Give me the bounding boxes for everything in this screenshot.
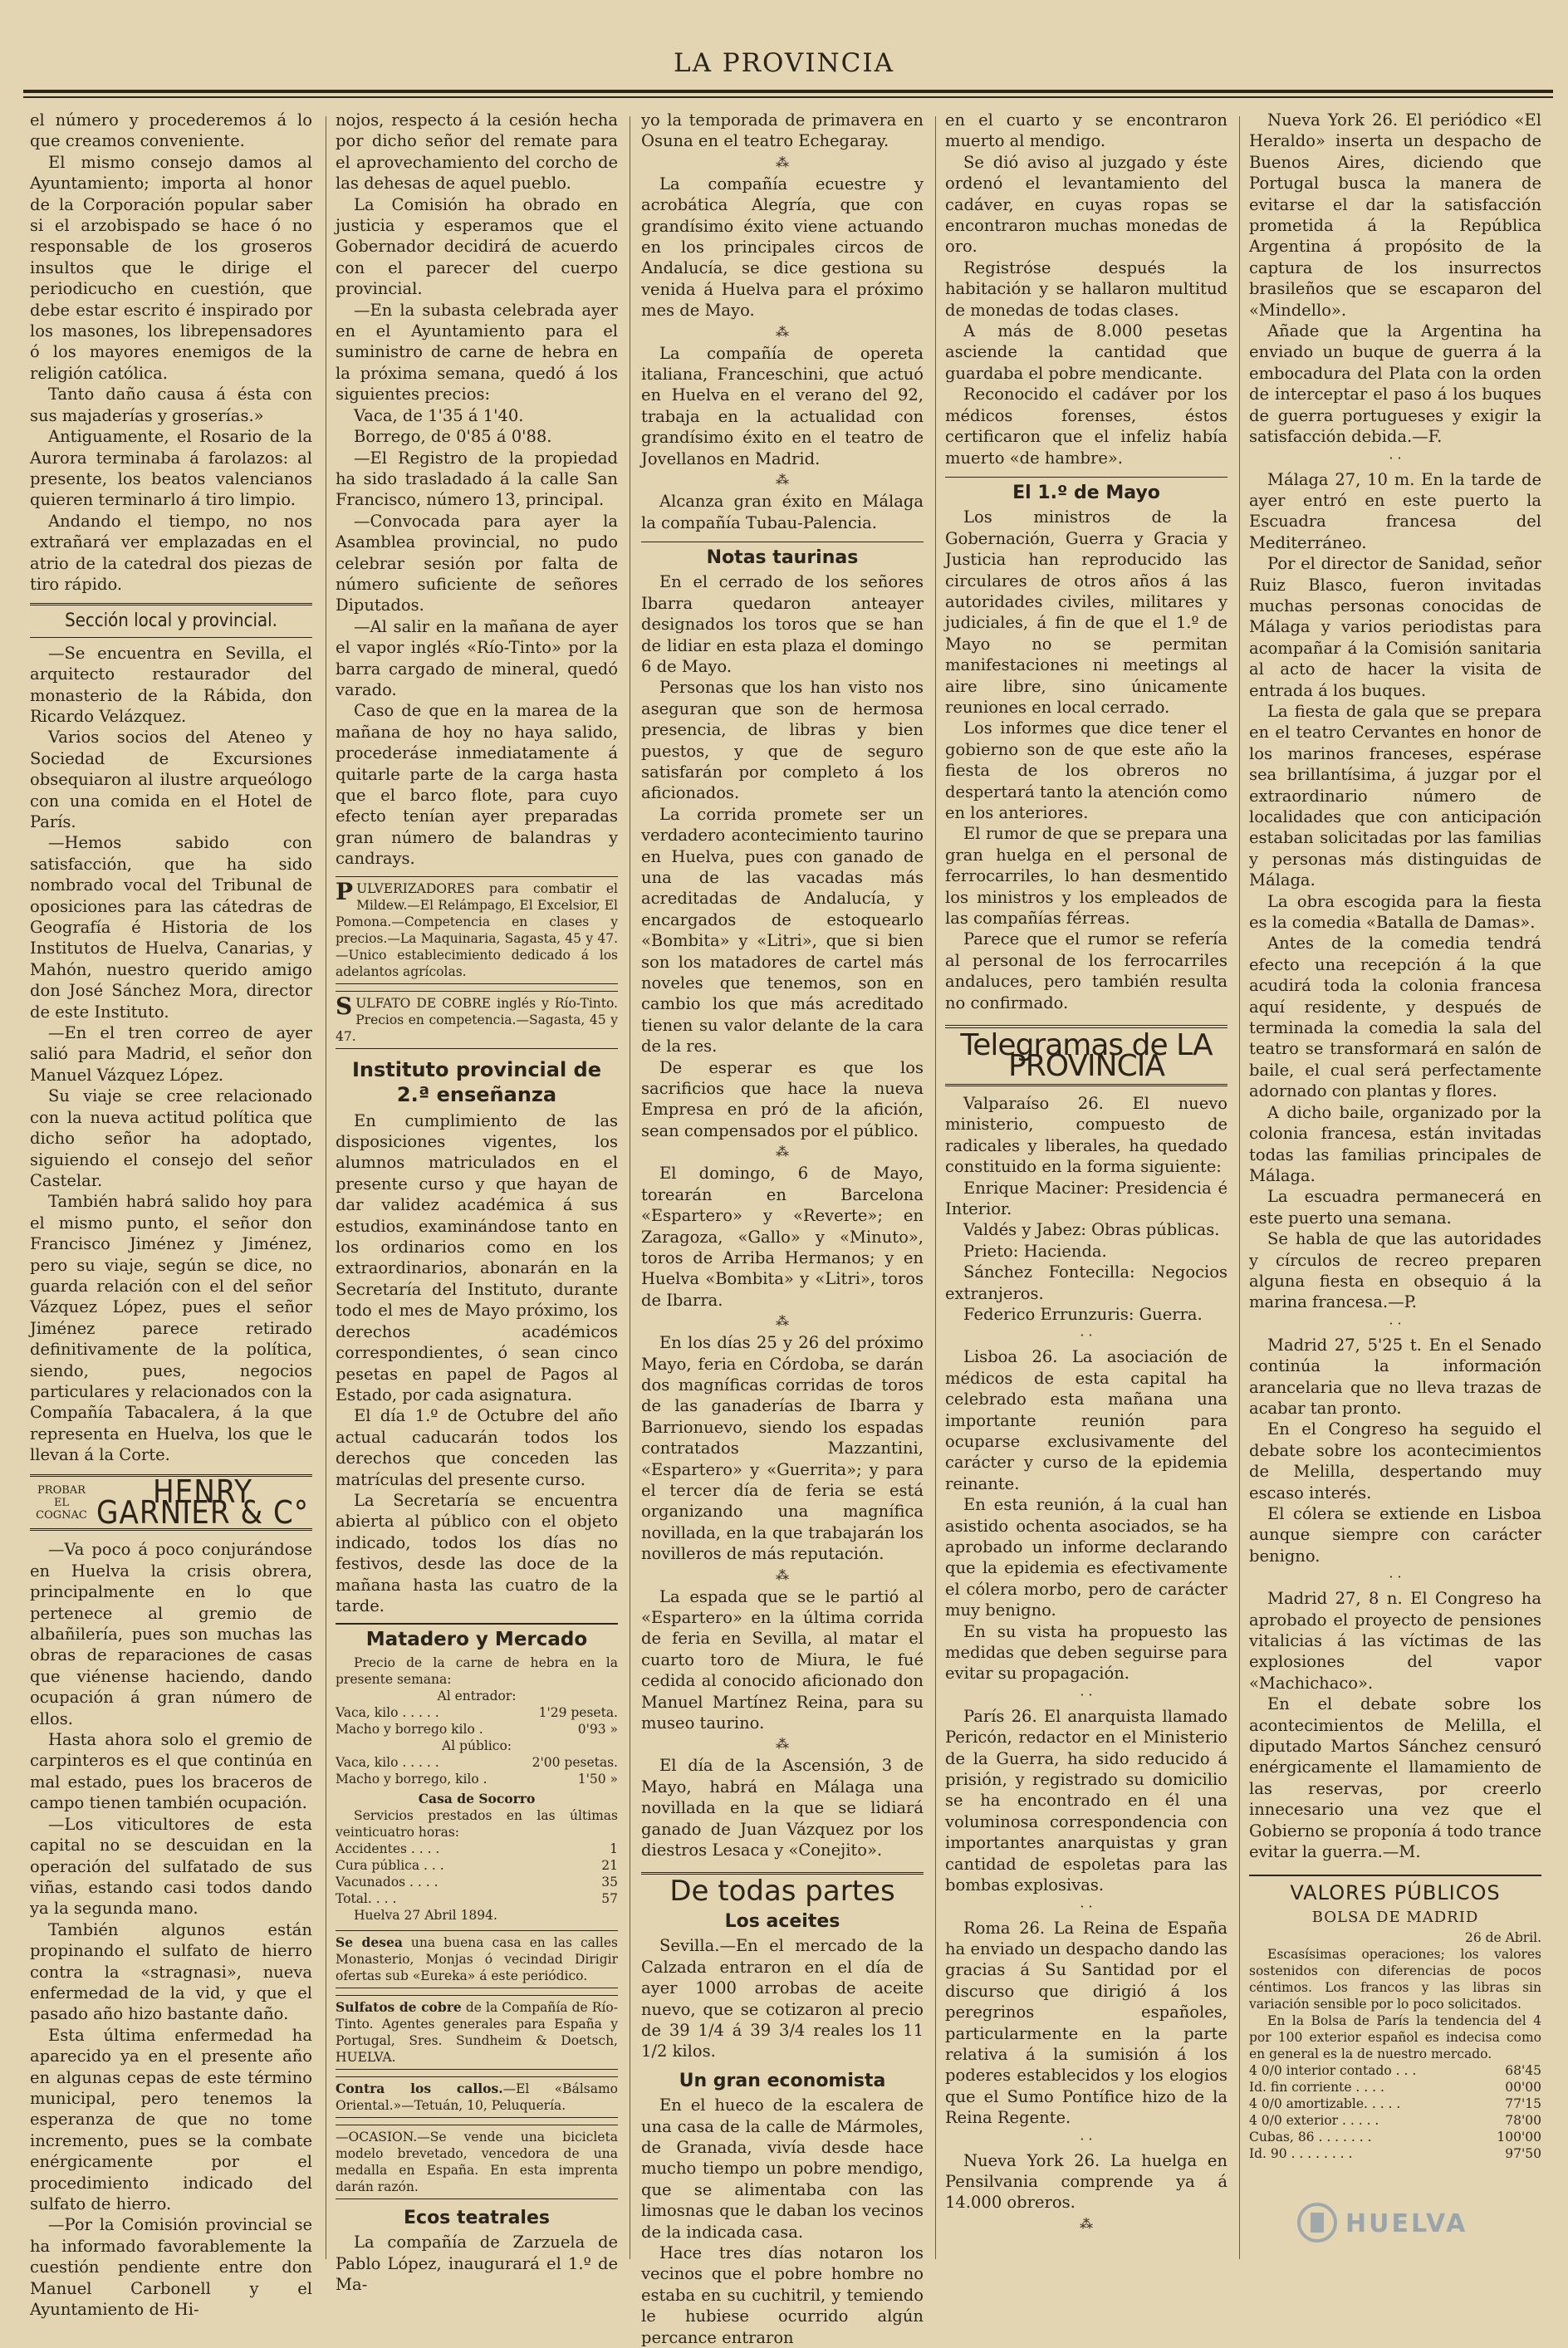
- ad-text: PROBAR: [37, 1483, 86, 1497]
- advert-callos: [336, 2076, 618, 2118]
- paragraph: En el hueco de la escalera de una casa de la calle de Mármoles, de Granada, vivía desde hace mucho tiempo un pobre mendigo, que se alimentaba con las limosnas que le daban los vecinos de la indicada casa.: [641, 2096, 924, 2242]
- separator-dots: · ·: [1389, 1315, 1402, 1331]
- quote-value: 68'45: [1505, 2063, 1541, 2079]
- dropcap: P: [336, 877, 354, 905]
- subsection-title-bolsa: BOLSA DE MADRID: [1311, 1908, 1479, 1926]
- separator-dots: · ·: [1080, 2130, 1093, 2147]
- paragraph: Escasísimas operaciones; los valores sostenidos con diferencias de pocos céntimos. Los francos y las libras sin variación sensible por lo poco solicitados.: [1249, 1947, 1541, 2012]
- separator-stars: ⁂: [776, 1566, 789, 1583]
- quote-row: [1249, 2079, 1541, 2096]
- paragraph: La compañía de Zarzuela de Pablo López, inaugurará el 1.º de Ma-: [336, 2233, 618, 2294]
- paragraph: Borrego, de 0'85 á 0'88.: [354, 427, 552, 447]
- section-title-todas-partes: De todas partes: [641, 1872, 924, 1902]
- paragraph: el número y procederemos á lo que creamos conveniente.: [30, 110, 312, 151]
- paragraph: —Convocada para ayer la Asamblea provincial, no pudo celebrar sesión por falta de número suficiente de señores Diputados.: [336, 511, 618, 615]
- stat-row: [336, 1841, 618, 1857]
- paragraph: Se dió aviso al juzgado y éste ordenó el levantamiento del cadáver, en cuyas ropas se encontraron muchas monedas de oro.: [945, 152, 1227, 257]
- paragraph: El cólera se extiende en Lisboa aunque siempre con carácter benigno.: [1249, 1504, 1541, 1566]
- paragraph: Reconocido el cadáver por los médicos forenses, éstos certificaron que el infeliz había muerto «de hambre».: [945, 385, 1227, 468]
- quote-value: 97'50: [1505, 2146, 1541, 2162]
- column-4: [945, 110, 1227, 2261]
- paragraph: En la Bolsa de París la tendencia del 4 por 100 exterior español es indecisa como en general es la de nuestro mercado.: [1249, 2013, 1541, 2062]
- paragraph: Alcanza gran éxito en Málaga la compañía Tubau-Palencia.: [641, 492, 924, 532]
- quote-label: Id. fin corriente . . . .: [1249, 2080, 1384, 2096]
- paragraph: —El Registro de la propiedad ha sido trasladado á la calle San Francisco, número 13, principal.: [336, 448, 618, 510]
- paragraph: Madrid 27, 8 n. El Congreso ha aprobado el proyecto de pensiones vitalicias á las víctimas de las explosiones del vapor «Machichaco».: [1249, 1589, 1541, 1693]
- dateline: Huelva 27 Abril 1894.: [354, 1907, 497, 1923]
- paragraph: Hasta ahora solo el gremio de carpinteros es el que continúa en mal estado, pues los braceros de campo tienen también ocupación.: [30, 1730, 312, 1813]
- section-title-telegramas: Telegramas de LA PROVINCIA: [945, 1025, 1227, 1086]
- paragraph: Precio de la carne de hebra en la presente semana:: [336, 1654, 618, 1687]
- paragraph: Sevilla.—En el mercado de la Calzada entraron en el día de ayer 1000 arrobas de aceite nuevo, que se cotizaron al precio de 39 1/4 á 39 3/4 reales los 11 1/2 kilos.: [641, 1936, 924, 2061]
- price-row: [336, 1754, 618, 1771]
- quote-label: 4 0/0 interior contado . . .: [1249, 2063, 1417, 2079]
- paragraph: —Hemos sabido con satisfacción, que ha sido nombrado vocal del Tribunal de oposiciones para las cátedras de Geografía é Historia de los Institutos de Huelva, Canarias, y Mahón, nuestro querido amigo don José Sánchez Mora, director de este Instituto.: [30, 833, 312, 1022]
- paragraph: También habrá salido hoy para el mismo punto, el señor don Francisco Jiménez y Jiménez, pero su viaje, según se dice, no guarda relación con el del señor Vázquez López, pues el señor Jiménez parece retirado definitivamente de la política, siendo, pues, negocios particulares y relacionados con la Compañía Tabacalera, á la que representa en Huelva, los que le llevan á la Corte.: [30, 1192, 312, 1465]
- price-value: 2'00 pesetas.: [532, 1754, 618, 1770]
- price-value: 0'93 »: [577, 1721, 618, 1737]
- stat-label: Total. . . .: [336, 1890, 397, 1906]
- bolsa-date: 26 de Abril.: [1464, 1930, 1541, 1946]
- ad-text: una buena casa en las calles Monasterio, Monjas ó vecindad Dirigir ofertas sub «Eureka» á este periódico.: [336, 1934, 618, 1983]
- paragraph: Esta última enfermedad ha aparecido ya en el presente año en algunas cepas de este término municipal, pero tenemos la esperanza de que no tome incremento, pues se la combate enérgicamente por el procedimiento indicado del sulfato de hierro.: [30, 2025, 312, 2213]
- paragraph: —Por la Comisión provincial se ha informado favorablemente la cuestión pendiente entre don Manuel Carbonell y el Ayuntamiento de Hi-: [30, 2215, 312, 2320]
- paragraph: Servicios prestados en las últimas veinticuatro horas:: [336, 1807, 618, 1840]
- paragraph: —En el tren correo de ayer salió para Madrid, el señor don Manuel Vázquez López.: [30, 1023, 312, 1085]
- quote-label: Cubas, 86 . . . . . . .: [1249, 2130, 1372, 2145]
- ad-text: COGNAC: [36, 1508, 87, 1522]
- stat-label: Vacunados . . . .: [336, 1874, 439, 1890]
- separator-stars: ⁂: [776, 1144, 789, 1160]
- paragraph: Valparaíso 26. El nuevo ministerio, compuesto de radicales y liberales, ha quedado constituido en la forma siguiente:: [945, 1093, 1227, 1177]
- quote-value: 00'00: [1505, 2080, 1541, 2096]
- ad-text: —El «Bálsamo Oriental.»—Tetuán, 10, Peluquería.: [336, 2081, 618, 2113]
- paragraph: Federico Errunzuris: Guerra.: [963, 1304, 1203, 1324]
- quote-row: [1249, 2112, 1541, 2129]
- paragraph: En esta reunión, á la cual han asistido ochenta asociados, se ha aprobado un informe declarando que la epidemia es efectivamente el cólera morbo, pero de carácter muy benigno.: [945, 1495, 1227, 1620]
- paragraph: La escuadra permanecerá en este puerto una semana.: [1249, 1187, 1541, 1228]
- paragraph: La fiesta de gala que se prepara en el teatro Cervantes en honor de los marinos franceses, espérase sea brillantísima, á juzgar por el extraordinario número de localidades que con anticipación estaban solicitadas por las familias y personas más distinguidas de Málaga.: [1249, 701, 1541, 890]
- paragraph: Sánchez Fontecilla: Negocios extranjeros.: [945, 1262, 1227, 1303]
- header-rule: [23, 90, 1553, 93]
- subheading: Al entrador:: [437, 1688, 517, 1703]
- ad-text: de la Compañía de Río-Tinto. Agentes generales para España y Portugal, Sres. Sundheim & Doetsch, HUELVA.: [336, 1999, 619, 2065]
- stat-row: [336, 1857, 618, 1874]
- advert-ocasion: [336, 2125, 618, 2199]
- masthead: LA PROVINCIA: [673, 48, 894, 78]
- quote-label: Id. 90 . . . . . . . .: [1249, 2146, 1353, 2162]
- paragraph: De esperar es que los sacrificios que hace la nueva Empresa en pró de la afición, sean compensados por el público.: [641, 1057, 924, 1140]
- paragraph: Los ministros de la Gobernación, Guerra y Gracia y Justicia han reproducido las circulares de otros años á las autoridades civiles, militares y judiciales, á fin de que el 1.º de Mayo no se permitan manifestaciones ni meetings al aire libre, sino únicamente reuniones en local cerrado.: [945, 507, 1227, 717]
- paragraph: —Se encuentra en Sevilla, el arquitecto restaurador del monasterio de la Rábida, don Ricardo Velázquez.: [30, 643, 312, 726]
- paragraph: yo la temporada de primavera en Osuna en el teatro Echegaray.: [641, 110, 924, 151]
- quote-label: 4 0/0 amortizable. . . . .: [1249, 2096, 1401, 2112]
- column-2: [336, 110, 619, 2294]
- paragraph: Valdés y Jabez: Obras públicas.: [963, 1220, 1220, 1240]
- advert-pulverizadores: [336, 876, 618, 984]
- price-value: 1'50 »: [577, 1771, 618, 1787]
- cognac-advert-small: [30, 1484, 93, 1522]
- separator-stars: ⁂: [776, 154, 789, 170]
- paragraph: En el cerrado de los señores Ibarra quedaron anteayer designados los toros que se han de lidiar en esta plaza el domingo 6 de Mayo.: [641, 572, 924, 676]
- separator-stars: ⁂: [776, 1313, 789, 1330]
- price-label: Vaca, kilo . . . . .: [336, 1754, 439, 1770]
- quote-value: 100'00: [1497, 2130, 1541, 2145]
- ad-heading: Contra los callos.: [336, 2080, 503, 2096]
- separator-stars: ⁂: [776, 472, 789, 488]
- section-title-taurinas: Notas taurinas: [641, 542, 924, 568]
- paragraph: La corrida promete ser un verdadero acontecimiento taurino en Huelva, pues con ganado de una de las vacadas más acreditadas de Andalucía, y encargados de estoquearlo «Bombita» y «Litri», que si bien son los matadores de cartel más noveles que tenemos, son en cambio los que más acreditado tienen su valor delante de la cara de la res.: [641, 804, 924, 1056]
- cognac-brand: HENRY GARNIER & C°: [96, 1473, 309, 1531]
- paragraph: La compañía ecuestre y acrobática Alegría, que con grandísimo éxito viene actuando en los principales circos de Andalucía, se dice gestiona su venida á Huelva para el próximo mes de Mayo.: [641, 174, 924, 321]
- separator-stars: ⁂: [776, 323, 789, 340]
- separator-stars: ⁂: [1080, 2215, 1093, 2232]
- paragraph: Registróse después la habitación y se hallaron multitud de monedas de todas clases.: [945, 257, 1227, 320]
- library-watermark: HUELVA: [1345, 2209, 1468, 2238]
- price-row: [336, 1721, 618, 1738]
- separator-stars: ⁂: [776, 1736, 789, 1752]
- paragraph: —Los viticultores de esta capital no se descuidan en la operación del sulfatado de sus viñas, estando casi todos dando ya la segunda mano.: [30, 1814, 312, 1919]
- dropcap: S: [336, 992, 353, 1020]
- paragraph: Antiguamente, el Rosario de la Aurora terminaba á farolazos: al presente, los beatos valencianos quieren terminarlo á tiro limpio.: [30, 427, 312, 510]
- quote-value: 77'15: [1505, 2096, 1541, 2112]
- stat-value: 35: [601, 1874, 618, 1890]
- section-title-matadero: Matadero y Mercado: [336, 1623, 618, 1650]
- column-1: [30, 110, 312, 2320]
- separator-dots: · ·: [1080, 1898, 1093, 1914]
- paragraph: En cumplimiento de las disposiciones vigentes, los alumnos matriculados en el presente curso y que hayan de dar validez académica á sus estudios, examinándose tanto en los ordinarios como en los extraordinarios, abonarán en la Secretaría del Instituto, durante todo el mes de Mayo próximo, los derechos académicos correspondientes, ó sean cinco pesetas en papel de Pagos al Estado, por cada asignatura.: [336, 1110, 618, 1404]
- stat-value: 1: [610, 1841, 618, 1856]
- paragraph: Prieto: Hacienda.: [963, 1241, 1107, 1261]
- price-row: [336, 1704, 618, 1721]
- quote-row: [1249, 2145, 1541, 2162]
- paragraph: Madrid 27, 5'25 t. En el Senado continúa la información arancelaria que no lleva trazas de acabar tan pronto.: [1249, 1335, 1541, 1418]
- advert-sulfato: [336, 991, 618, 1049]
- subheading: Al público:: [441, 1738, 512, 1753]
- paragraph: A dicho baile, organizado por la colonia francesa, están invitadas todas las familias principales de Málaga.: [1249, 1102, 1541, 1185]
- paragraph: Añade que la Argentina ha enviado un buque de guerra á la embocadura del Plata con la orden de interceptar el paso á los buques de guerra portugueses y exigir la satisfacción debida.—F.: [1249, 321, 1541, 447]
- column-divider: [1239, 116, 1240, 2259]
- header-rule-thin: [23, 96, 1553, 98]
- paragraph: En el debate sobre los acontecimientos de Melilla, el diputado Martos Sánchez censuró enérgicamente el llamamiento de las reservas, por creerlo innecesario una vez que el Gobierno se proponía á todo trance evitar la guerra.—M.: [1249, 1694, 1541, 1862]
- section-title-ecos: Ecos teatrales: [404, 2207, 550, 2228]
- paragraph: Roma 26. La Reina de España ha enviado un despacho dando las gracias á Su Santidad por el discurso que dirigió á los peregrinos españoles, particularmente en la parte relativa á la sumisión á los poderes establecidos y los elogios que el Sumo Pontífice hizo de la Reina Regente.: [945, 1918, 1227, 2128]
- paragraph: Parece que el rumor se refería al personal de los ferrocarriles andaluces, pero también resulta no confirmado.: [945, 929, 1227, 1012]
- paragraph: Lisboa 26. La asociación de médicos de esta capital ha celebrado esta mañana una importante reunión para ocuparse exclusivamente del carácter y curso de la epidemia reinante.: [945, 1347, 1227, 1493]
- paragraph: El día 1.º de Octubre del año actual caducarán todos los derechos que conceden las matrículas del presente curso.: [336, 1406, 618, 1489]
- separator-dots: · ·: [1389, 1569, 1402, 1586]
- paragraph: Los informes que dice tener el gobierno son de que este año la fiesta de los obreros no despertará tanto la atención como en los anteriores.: [945, 718, 1227, 822]
- separator-dots: · ·: [1080, 1686, 1093, 1703]
- stat-value: 21: [601, 1857, 618, 1873]
- advert-sulfatos: [336, 1995, 618, 2070]
- paragraph: Por el director de Sanidad, señor Ruiz Blasco, fueron invitadas muchas personas conocidas de Málaga y varios periodistas para acompañar á la Comisión sanitaria al acto de hacer la visita de entrada á los buques.: [1249, 554, 1541, 700]
- paragraph: —En la subasta celebrada ayer en el Ayuntamiento para el suministro de carne de hebra en la próxima semana, quedó á los siguientes precios:: [336, 300, 618, 404]
- paragraph: Antes de la comedia tendrá efecto una recepción á la que acudirá toda la colonia francesa aquí residente, y después de terminada la comedia la sala del teatro se transformará en salón de baile, el cual será perfectamente adornado con plantas y flores.: [1249, 934, 1541, 1101]
- section-title-mayo: El 1.º de Mayo: [945, 477, 1227, 503]
- paragraph: La obra escogida para la fiesta es la comedia «Batalla de Damas».: [1249, 891, 1541, 933]
- price-label: Macho y borrego, kilo .: [336, 1771, 488, 1787]
- price-value: 1'29 peseta.: [538, 1704, 618, 1720]
- stat-row: [336, 1874, 618, 1890]
- paragraph: Hace tres días notaron los vecinos que el pobre hombre no estaba en su cuchitril, y temiendo le hubiese ocurrido algún percance entraron: [641, 2243, 924, 2347]
- section-title-valores: VALORES PÚBLICOS: [1249, 1875, 1541, 1904]
- subsection-title-economista: Un gran economista: [679, 2070, 886, 2091]
- paragraph: Andando el tiempo, no nos extrañará ver emplazadas en el atrio de la catedral dos piezas de tiro rápido.: [30, 511, 312, 594]
- advert-se-desea: [336, 1930, 618, 1988]
- paragraph: El día de la Ascensión, 3 de Mayo, habrá en Málaga una novillada en la que se lidiará ganado de Juan Vázquez por los diestros Lesaca y «Conejito».: [641, 1756, 924, 1860]
- ad-text: —OCASION.—Se vende una bicicleta modelo brevetado, vencedora de una medalla en España. En esta imprenta darán razón.: [336, 2129, 618, 2194]
- paragraph: El domingo, 6 de Mayo, torearán en Barcelona «Espartero» y «Reverte»; en Zaragoza, «Gallo» y «Minuto», toros de Arriba Hermanos; y en Huelva «Bombita» y «Litri», toros de Ibarra.: [641, 1164, 924, 1310]
- paragraph: Su viaje se cree relacionado con la nueva actitud política que dicho señor ha adoptado, siguiendo el consejo del señor Castelar.: [30, 1086, 312, 1190]
- library-watermark-icon: [1296, 2201, 1339, 2244]
- stat-total-row: [336, 1890, 618, 1907]
- quote-row: [1249, 2129, 1541, 2145]
- paragraph: Málaga 27, 10 m. En la tarde de ayer entró en este puerto la Escuadra francesa del Mediterráneo.: [1249, 469, 1541, 552]
- column-5: [1249, 110, 1541, 2261]
- subsection-title-aceites: Los aceites: [724, 1910, 840, 1932]
- ad-text: ULFATO DE COBRE inglés y Río-Tinto. Precios en competencia.—Sagasta, 45 y 47.: [336, 995, 618, 1044]
- section-title-instituto: Instituto provincial de 2.ª enseñanza: [351, 1057, 602, 1106]
- paragraph: Vaca, de 1'35 á 1'40.: [354, 405, 524, 425]
- column-divider: [935, 116, 936, 2259]
- paragraph: El rumor de que se prepara una gran huelga en el personal de ferrocarriles, lo han desmentido los ministros y los empleados de las compañías férreas.: [945, 824, 1227, 929]
- paragraph: Nueva York 26. La huelga en Pensilvania comprende ya á 14.000 obreros.: [945, 2150, 1227, 2213]
- quote-value: 78'00: [1505, 2113, 1541, 2129]
- paragraph: Enrique Maciner: Presidencia é Interior.: [945, 1178, 1227, 1218]
- ad-heading: Se desea: [336, 1934, 403, 1950]
- paragraph: También algunos están propinando el sulfato de hierro contra la «stragnasi», nueva enfermedad de la vid, y que el pasado año hizo bastante daño.: [30, 1919, 312, 2024]
- paragraph: nojos, respecto á la cesión hecha por dicho señor del remate para el aprovechamiento del corcho de las dehesas de aquel pueblo.: [336, 110, 618, 194]
- section-title-local: Sección local y provincial.: [30, 603, 312, 637]
- paragraph: La compañía de opereta italiana, Franceschini, que actuó en Huelva en el verano del 92, trabaja en la actualidad con grandísimo éxito en el teatro de Jovellanos en Madrid.: [641, 343, 924, 468]
- ad-text: EL: [53, 1496, 70, 1509]
- paragraph: En su vista ha propuesto las medidas que deben seguirse para evitar su propagación.: [945, 1621, 1227, 1684]
- quote-row: [1249, 2062, 1541, 2079]
- stat-label: Cura pública . . .: [336, 1857, 444, 1873]
- price-label: Vaca, kilo . . . . .: [336, 1704, 439, 1720]
- ad-heading: Sulfatos de cobre: [336, 1998, 462, 2015]
- paragraph: El mismo consejo damos al Ayuntamiento; importa al honor de la Corporación popular saber si el arzobispado se hace ó no responsable de los groseros insultos que le dirige el periodicucho en cuestión, que debe estar escrito é inspirado por los masones, los librepensadores ó los mayores enemigos de la religión católica.: [30, 152, 312, 383]
- column-3: [641, 110, 924, 2347]
- paragraph: La Secretaría se encuentra abierta al público con el objeto indicado, todos los días no festivos, desde las doce de la mañana hasta las cuatro de la tarde.: [336, 1490, 618, 1615]
- price-label: Macho y borrego kilo .: [336, 1721, 483, 1737]
- paragraph: Caso de que en la marea de la mañana de hoy no haya salido, procederáse inmediatamente á quitarle parte de la carga hasta que el barco flote, para cuyo efecto tenían ayer preparadas gran número de balandras y candrays.: [336, 701, 618, 869]
- stat-label: Accidentes . . . .: [336, 1841, 440, 1856]
- paragraph: —Va poco á poco conjurándose en Huelva la crisis obrera, principalmente en lo que pertenece al gremio de albañilería, pues son muchas las obras de reparaciones de casas que viénense haciendo, dando ocupación á gran número de ellos.: [30, 1540, 312, 1728]
- paragraph: En el Congreso ha seguido el debate sobre los acontecimientos de Melilla, despertando muy escaso interés.: [1249, 1419, 1541, 1502]
- price-row: [336, 1771, 618, 1787]
- paragraph: Varios socios del Ateneo y Sociedad de Excursiones obsequiaron al ilustre arqueólogo con una comida en el Hotel de París.: [30, 728, 312, 831]
- paragraph: En los días 25 y 26 del próximo Mayo, feria en Córdoba, se darán dos magníficas corridas de toros de las ganaderías de Ibarra y Barrionuevo, siendo los espadas contratados Mazzantini, «Espartero» y «Guerrita»; y para el tercer día de feria se está organizando una magnífica novillada, en la que trabajarán los novilleros de más reputación.: [641, 1333, 924, 1564]
- paragraph: Tanto daño causa á ésta con sus majaderías y groserías.»: [30, 385, 312, 425]
- ad-text: ULVERIZADORES para combatir el Mildew.—El Relámpago, El Excelsior, El Pomona.—Competencia en clases y precios.—La Maquinaria, Sagasta, 45 y 47.—Unico establecimiento dedicado á los adelantos agrícolas.: [336, 880, 618, 979]
- separator-dots: · ·: [1389, 449, 1402, 466]
- paragraph: Personas que los han visto nos aseguran que son de hermosa presencia, de libras y bien puestos, y que de seguro satisfarán por completo á los aficionados.: [641, 678, 924, 803]
- paragraph: en el cuarto y se encontraron muerto al mendigo.: [945, 110, 1227, 151]
- cognac-advert: [30, 1474, 312, 1532]
- paragraph: Nueva York 26. El periódico «El Heraldo» inserta un despacho de Buenos Aires, diciendo que Portugal busca la manera de evitarse el dar la satisfacción prometida á la República Argentina á propósito de la captura de los insurrectos brasileños que se escaparon del «Mindello».: [1249, 110, 1541, 320]
- paragraph: —Al salir en la mañana de ayer el vapor inglés «Río-Tinto» por la barra cargado de mineral, quedó varado.: [336, 616, 618, 699]
- paragraph: A más de 8.000 pesetas asciende la cantidad que guardaba el pobre mendicante.: [945, 321, 1227, 383]
- page-header: [0, 0, 1568, 98]
- separator-dots: · ·: [1080, 1327, 1093, 1344]
- paragraph: Se habla de que las autoridades y círculos de recreo preparen alguna fiesta en obsequio á la marina francesa.—P.: [1249, 1229, 1541, 1312]
- paragraph: La Comisión ha obrado en justicia y esperamos que el Gobernador decidirá de acuerdo con el parecer del cuerpo provincial.: [336, 194, 618, 299]
- quote-row: [1249, 2096, 1541, 2112]
- subheading-socorro: Casa de Socorro: [418, 1790, 536, 1806]
- quote-label: 4 0/0 exterior . . . . .: [1249, 2113, 1379, 2129]
- paragraph: París 26. El anarquista llamado Pericón, redactor en el Ministerio de la Guerra, ha sido reducido á prisión, y registrado su domicilio se ha encontrado en él una voluminosa correspondencia con importantes anarquistas y gran cantidad de espoletas para las bombas explosivas.: [945, 1706, 1227, 1895]
- paragraph: La espada que se le partió al «Espartero» en la última corrida de feria en Sevilla, al matar el cuarto toro de Miura, le fué cedida al conocido aficionado don Manuel Martínez Reina, para su museo taurino.: [641, 1586, 924, 1733]
- stat-value: 57: [601, 1890, 618, 1906]
